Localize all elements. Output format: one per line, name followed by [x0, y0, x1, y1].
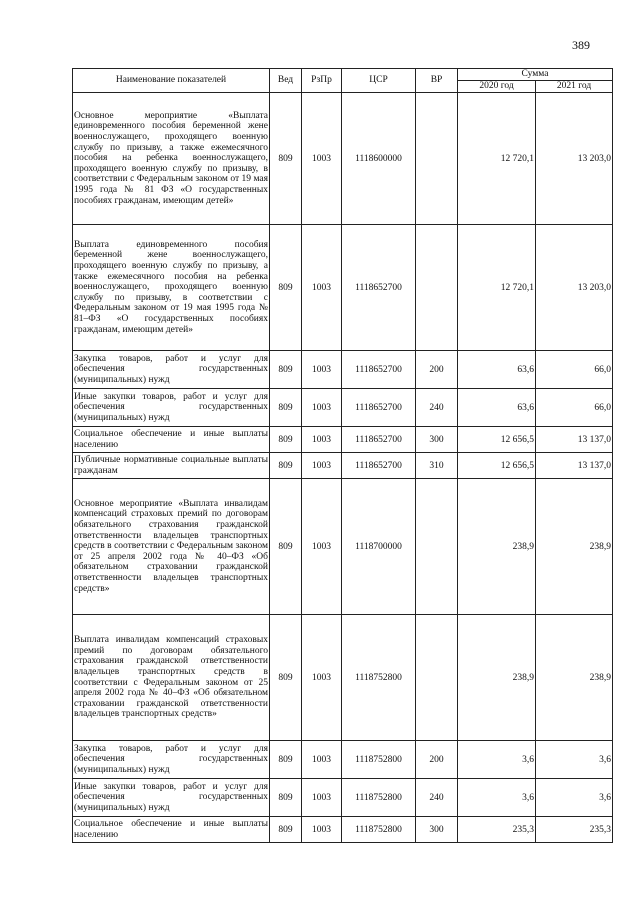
row-csr: 1118752800: [342, 817, 416, 843]
row-sum-2021: 13 203,0: [536, 225, 613, 351]
row-ved: 809: [270, 741, 302, 779]
row-rzpr: 1003: [302, 615, 342, 741]
row-sum-2021: 238,9: [536, 615, 613, 741]
header-sum: Сумма: [458, 69, 613, 81]
row-ved: 809: [270, 817, 302, 843]
table-row: [73, 389, 613, 427]
row-name: Публичные нормативные социальные выплаты гражданам: [73, 453, 270, 479]
table-row: [73, 615, 613, 741]
table-row: [73, 225, 613, 351]
table-row: [73, 817, 613, 843]
row-vr: 200: [416, 741, 458, 779]
row-csr: 1118700000: [342, 479, 416, 615]
row-rzpr: 1003: [302, 351, 342, 389]
row-sum-2021: 235,3: [536, 817, 613, 843]
row-name: Основное мероприятие «Выплата единовременного пособия беременной жене военнослужащего, проходящего военную службу по призыву, а также ежемесячного пособия на ребенка военнослужащего, проходящего военную службу по призыву, в соответствии с Федеральным законом от 19 мая 1995 года № 81 ФЗ «О государственных пособиях гражданам, имеющим детей»: [73, 93, 270, 225]
row-name: Закупка товаров, работ и услуг для обеспечения государственных (муниципальных) нужд: [73, 351, 270, 389]
row-sum-2021: 66,0: [536, 351, 613, 389]
header-row: [73, 69, 613, 81]
header-vr: ВР: [416, 69, 458, 93]
row-vr: [416, 93, 458, 225]
table-row: [73, 351, 613, 389]
row-name: Социальное обеспечение и иные выплаты населению: [73, 817, 270, 843]
row-vr: 200: [416, 351, 458, 389]
row-rzpr: 1003: [302, 389, 342, 427]
table-row: [73, 93, 613, 225]
page-number: 389: [572, 38, 590, 52]
header-2021: 2021 год: [536, 81, 613, 93]
row-vr: 240: [416, 779, 458, 817]
row-name: Выплата инвалидам компенсаций страховых премий по договорам обязательного страхования гражданской ответственности владельцев транспортных средств в соответствии с Федеральным законом от 25 апреля 2002 года № 40–ФЗ «Об обязательном страховании гражданской ответственности владельцев транспортных средств»: [73, 615, 270, 741]
table-row: [73, 741, 613, 779]
row-ved: 809: [270, 479, 302, 615]
row-vr: [416, 479, 458, 615]
row-vr: [416, 615, 458, 741]
row-csr: 1118600000: [342, 93, 416, 225]
row-sum-2020: 12 720,1: [458, 93, 536, 225]
table-row: [73, 427, 613, 453]
row-sum-2020: 12 656,5: [458, 427, 536, 453]
row-sum-2020: 238,9: [458, 615, 536, 741]
row-sum-2021: 3,6: [536, 779, 613, 817]
row-name: Основное мероприятие «Выплата инвалидам компенсаций страховых премий по договорам обязательного страхования гражданской ответственности владельцев транспортных средств в соответствии с Федеральным законом от 25 апреля 2002 года № 40–ФЗ «Об обязательном страховании гражданской ответственности владельцев транспортных средств»: [73, 479, 270, 615]
row-csr: 1118652700: [342, 427, 416, 453]
table-body: [73, 93, 613, 843]
row-ved: 809: [270, 615, 302, 741]
row-ved: 809: [270, 351, 302, 389]
row-sum-2021: 13 203,0: [536, 93, 613, 225]
row-csr: 1118652700: [342, 389, 416, 427]
row-rzpr: 1003: [302, 817, 342, 843]
row-sum-2020: 235,3: [458, 817, 536, 843]
header-ved: Вед: [270, 69, 302, 93]
row-name: Закупка товаров, работ и услуг для обеспечения государственных (муниципальных) нужд: [73, 741, 270, 779]
row-sum-2020: 12 720,1: [458, 225, 536, 351]
row-name: Выплата единовременного пособия беременной жене военнослужащего, проходящего военную службу по призыву, а также ежемесячного пособия на ребенка военнослужащего, проходящего военную службу по призыву, в соответствии с Федеральным законом от 19 мая 1995 года № 81–ФЗ «О государственных пособиях гражданам, имеющим детей»: [73, 225, 270, 351]
row-sum-2021: 3,6: [536, 741, 613, 779]
row-ved: 809: [270, 779, 302, 817]
row-sum-2021: 66,0: [536, 389, 613, 427]
row-vr: [416, 225, 458, 351]
row-vr: 300: [416, 427, 458, 453]
row-sum-2020: 238,9: [458, 479, 536, 615]
row-rzpr: 1003: [302, 225, 342, 351]
row-rzpr: 1003: [302, 453, 342, 479]
row-sum-2021: 13 137,0: [536, 453, 613, 479]
header-rzpr: РзПр: [302, 69, 342, 93]
row-sum-2020: 3,6: [458, 779, 536, 817]
row-rzpr: 1003: [302, 741, 342, 779]
header-name: Наименование показателей: [73, 69, 270, 93]
row-sum-2021: 238,9: [536, 479, 613, 615]
header-2020: 2020 год: [458, 81, 536, 93]
row-sum-2020: 12 656,5: [458, 453, 536, 479]
row-ved: 809: [270, 389, 302, 427]
row-sum-2020: 63,6: [458, 351, 536, 389]
row-csr: 1118752800: [342, 615, 416, 741]
row-rzpr: 1003: [302, 93, 342, 225]
row-sum-2021: 13 137,0: [536, 427, 613, 453]
row-sum-2020: 63,6: [458, 389, 536, 427]
row-vr: 300: [416, 817, 458, 843]
table-row: [73, 779, 613, 817]
row-vr: 240: [416, 389, 458, 427]
row-ved: 809: [270, 427, 302, 453]
row-rzpr: 1003: [302, 427, 342, 453]
row-csr: 1118752800: [342, 779, 416, 817]
row-name: Социальное обеспечение и иные выплаты населению: [73, 427, 270, 453]
row-rzpr: 1003: [302, 479, 342, 615]
row-ved: 809: [270, 93, 302, 225]
row-name: Иные закупки товаров, работ и услуг для обеспечения государственных (муниципальных) нужд: [73, 779, 270, 817]
row-rzpr: 1003: [302, 779, 342, 817]
row-name: Иные закупки товаров, работ и услуг для обеспечения государственных (муниципальных) нужд: [73, 389, 270, 427]
row-csr: 1118652700: [342, 453, 416, 479]
row-csr: 1118652700: [342, 351, 416, 389]
row-ved: 809: [270, 453, 302, 479]
row-vr: 310: [416, 453, 458, 479]
row-ved: 809: [270, 225, 302, 351]
row-sum-2020: 3,6: [458, 741, 536, 779]
table-row: [73, 479, 613, 615]
budget-table: [72, 68, 613, 843]
table-row: [73, 453, 613, 479]
header-csr: ЦСР: [342, 69, 416, 93]
row-csr: 1118752800: [342, 741, 416, 779]
row-csr: 1118652700: [342, 225, 416, 351]
